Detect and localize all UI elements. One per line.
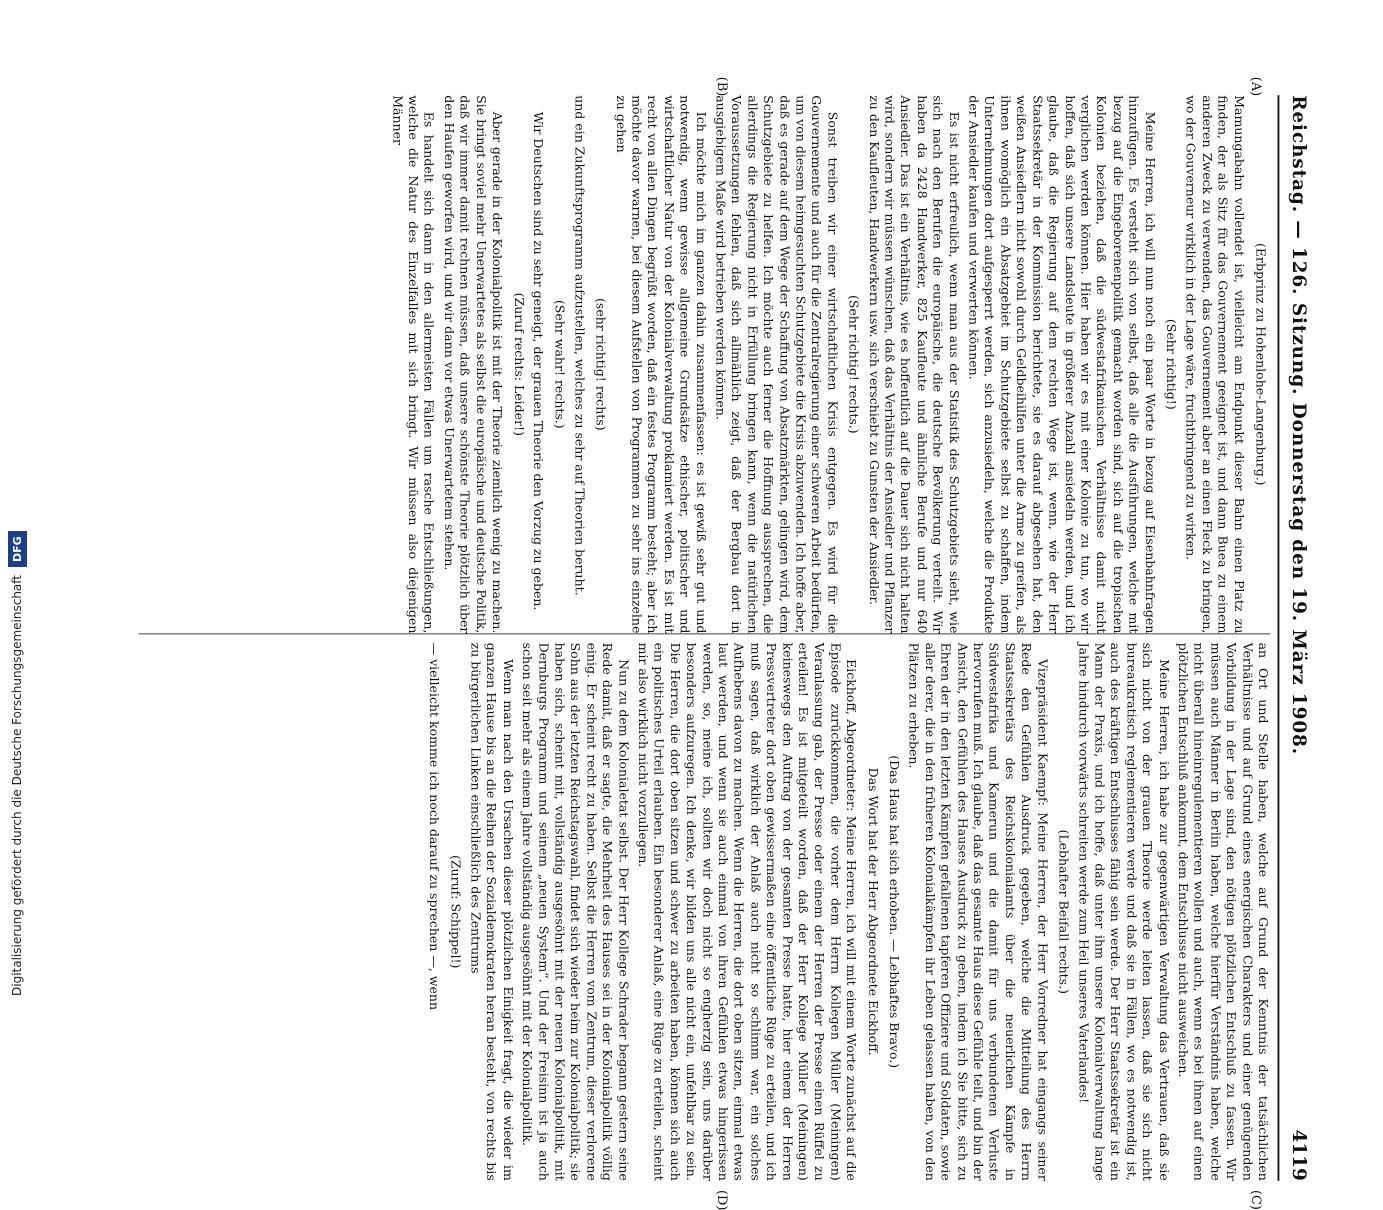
margin-marker-b: (B) xyxy=(714,76,730,97)
margin-marker-a: (A) xyxy=(1248,76,1263,97)
header-rule xyxy=(1278,95,1280,1181)
paragraph: Aber gerade in der Kolonialpolitik ist mit der Theorie ziemlich wenig zu machen. Sie bringt soviel mehr Unerwartetes als selbst die europäische und deutsche Politik, daß wir immer damit rechnen müssen, daß unsere schönste Theorie plötzlich über den Haufen geworfen wird, und wir dann vor etwas Unerwartetem stehen. xyxy=(441,95,504,634)
margin-marker-d: (D) xyxy=(714,1190,730,1210)
margin-marker-c: (C) xyxy=(1248,1190,1263,1210)
digitization-credit xyxy=(6,0,28,996)
paragraph: Meine Herren, ich habe zur gegenwärtigen Verwaltung das Vertrauen, daß sie sich nicht von der grauen Theorie werde leiten lassen, daß sie sich nicht bureaukratisch reglementieren werde und daß sie in Fällen, wo es notwendig ist, auch des kräftigen Entschlusses fähig sein werde. Der Herr Staatssekretär ist ein Mann der Praxis, und ich hoffe, daß unter ihm unsere Kolonialverwaltung lange Jahre hindurch vorwärts schreiten werde zum Heil unseres Vaterlandes! xyxy=(1075,642,1171,1181)
paragraph: Ich möchte mich im ganzen dahin zusammenfassen: es ist gewiß sehr gut und notwendig, wenn gewisse allgemeine Grundsätze ethischer, politischer und wirtschaftlicher Natur von der Kolonialverwaltung proklamiert werden. Es ist mit recht von allen Dingen begrüßt worden, daß ein festes Programm besteht; aber ich möchte davor warnen, bei diesem Aufstellen von Programmen zu sehr ins einzelne zu gehen xyxy=(612,95,708,634)
paragraph: Es handelt sich dann in den allermeisten Fällen um rasche Entschließungen, welche die Natur des Einzelfalles mit sich bringt. Wir müssen also diejenigen Männer xyxy=(389,95,437,634)
paragraph: Eickhoff, Abgeordneter: Meine Herren, ich will mit einem Worte zunächst auf die Episode zurückkommen, die vorher dem Herrn Kollegen Müller (Meiningen) Veranlassung gab, der Presse oder einem der Herren der Presse einen Rüffel zu erteilen! Es ist mitgeteilt worden, daß der Herr Kollege Müller (Meiningen) keineswegs den Auftrag von der gesamten Presse hatte, hier einem der Herren Pressvertreter dort oben gewissermaßen eine öffentliche Rüge zu erteilen, und ich muß sagen, daß wirklich der Anlaß auch nicht so schlimm war, ein solches Aufhebens davon zu machen. Wenn die Herren, die dort oben sitzen, einmal etwas laut werden, und wenn sie auch einmal von ihren Gefühlen etwas hingerissen werden, so, meine ich, sollten wir doch nicht so engherzig sein, uns darüber besonders aufzuregen. Ich denke, wir bilden uns alle nicht ein, unfehlbar zu sein. Die Herren, die dort oben sitzen und schwer zu arbeiten haben, können sich auch ein politisches Urteil erlauben. Ein besonderer Anlaß, eine Rüge zu erteilen, scheint mir also wirklich nicht vorzuliegen. xyxy=(635,642,859,1181)
paragraph: Sonst treiben wir einer wirtschaftlichen Krisis entgegen. Es wird für die Gouvernemente und auch für die Zentralregierung einer schweren Arbeit bedürfen, um von diesem heimgesuchten Schutzgebiete die Krisis abzuwenden. Ich hoffe aber, daß es gerade auf dem Wege der Schaffung von Absatzmärkten, gelingen wird, dem Schutzgebiete zu helfen. Ich möchte auch ferner die Hoffnung aussprechen, die allerdings die Regierung nicht in Erfüllung bringen kann, wenn die natürlichen Voraussetzungen fehlen, daß sich allmählich zeigt, daß der Bergbau dort in ausgiebigem Maße wird betrieben werden können. xyxy=(712,95,840,634)
credit-text: Digitalisierung gefördert durch die Deutsche Forschungsgemeinschaft xyxy=(10,574,24,996)
paragraph: Es ist nicht erfreulich, wenn man aus der Statistik des Schutzgebiets sieht, wie sich nach den Berufen die europäische, die deutsche Bevölkerung verteilt. Wir haben da 2428 Handwerker, 825 Kaufleute und ähnliche Berufe und nur 640 Ansiedler. Das ist ein Verhältnis, wie es hoffentlich auf die Dauer sich nicht halten wird, sondern wir müssen wünschen, daß das Verhältnis der Ansiedler und Pflanzer zu den Kaufleuten, Handwerkern usw. sich verschiebt zu Gunsten der Ansiedler. xyxy=(865,95,961,634)
paragraph: Meine Herren, ich will nun noch ein paar Worte in bezug auf Eisenbahnfragen hinzufügen. Es versteht sich von selbst, daß alle die Ausführungen, welche mit bezug auf die Eingeborenenpolitik gemacht worden sind, sich auf die tropischen Kolonien beziehen, daß die südwestafrikanischen Verhältnisse damit nicht verglichen werden können. Hier haben wir es mit einer Kolonie zu tun, wo wir hoffen, daß sich unsere Landsleute in größerer Anzahl ansiedeln werden, und ich glaube, daß die Regierung auf dem rechten Wege ist, wenn, wie der Herr Staatssekretär in der Kommission berichtete, sie es darauf abgesehen hat, den weißen Ansiedlern nicht sowohl durch Geldbeihilfen unter die Arme zu greifen, als ihnen womöglich ein Absatzgebiet im Schutzgebiete selbst zu schaffen, indem Unternehmungen dort aufgesperrt werden, sich anzusiedeln, welche die Produkte der Ansiedler kaufen und verwerten können. xyxy=(965,95,1157,634)
header-title: Reichstag. — 126. Sitzung. Donnerstag den 19. März 1908. xyxy=(1288,95,1311,756)
interjection: (Lebhafter Beifall rechts.) xyxy=(1055,829,1071,994)
paragraph: Wir Deutschen sind zu sehr geneigt, der grauen Theorie den Vorzug zu geben. xyxy=(530,111,546,611)
paragraph: Mamungabahn vollendet ist, vielleicht am Endpunkt dieser Bahn einen Platz zu finden, der als Sitz für das Gouvernement geeignet ist, und dann Buea zu einem anderen Zweck zu verwenden, das Gouvernement aber an einen Fleck zu bringen, wo der Gouverneur wirklich in der Lage wäre, fruchtbringend zu wirken. xyxy=(1183,95,1246,634)
interjection: (Sehr wahr! rechts.) xyxy=(551,299,567,429)
column-divider xyxy=(139,633,1271,634)
page-header xyxy=(1281,95,1318,1181)
right-column xyxy=(422,643,1271,1181)
paragraph: Wenn man nach den Ursachen dieser plötzlichen Einigkeit fragt, die wieder im ganzen Hause bis an die Reihen der Sozialdemokraten heran besteht, von rechts bis zu bürgerlichen Linken einschließlich des Zentrums xyxy=(467,642,515,1181)
interjection: (Zuruf rechts: Leider!) xyxy=(510,292,526,436)
interjection: (sehr richtig! rechts) xyxy=(593,298,608,431)
paragraph: Vizepräsident Kaempf: Meine Herren, der Herr Vorredner hat eingangs seiner Rede den Gefühlen Ausdruck gegeben, welche die Mitteilung des Herrn Staatssekretärs des Reichskolonialamts über die neuerlichen Kämpfe in Südwestafrika und Kamerun und die damit für uns verbundenen Verluste hervorrufen muß. Ich glaube, daß das gesamte Haus diese Gefühle teilt, und bin der Ansicht, den Gefühlen des Hauses Ausdruck zu geben, indem ich Sie bitte, sich zu Ehren der in den letzten Kämpfen gefallenen tapferen Offiziere und Soldaten, sowie aller derer, die in den früheren Kolonialkämpfen ihr Leben gelassen haben, von den Plätzen zu erheben. xyxy=(906,642,1050,1181)
paragraph: Nun zu dem Kolonialetat selbst. Der Herr Kollege Schrader begann gestern seine Rede damit, daß er sagte, die Mehrheit des Hauses sei in der Kolonialpolitik völlig einig. Er scheint recht zu haben. Selbst die Herren vom Zentrum, dieser verlorene Sohn aus der letzten Reichstagswahl, findet sich wieder heim zur Kolonialpolitik; sie haben sich, scheint mit, vollständig ausgesöhnt mit der neuen Kolonialpolitik, mit Dernburgs Programm und seinem „neuen System“. Und der Freisinn ist ja auch schon seit mehr als einem Jahre vollständig ausgesöhnt mit der Kolonialpolitik. xyxy=(519,642,631,1181)
interjection: (Sehr richtig! rechts.) xyxy=(846,294,861,434)
interjection: (Zuruf: Schippel!) xyxy=(448,854,463,969)
document-page xyxy=(46,40,1318,1210)
paragraph: an Ort und Stelle haben, welche auf Grund der Kenntnis der tatsächlichen Verhältnisse und auf Grund eines energischen Charakters und einer genügenden Vorbildung in der Lage sind, den nötigen plötzlichen Entschluß zu fassen. Wir müssen auch Männer in Berlin haben, welche hierfür Verständnis haben, welche nicht überall hineinregulementieren wollen und auch, wenn es bei ihnen auf einen plötzlichen Entschluß ankommt, dem Entschlusse nicht ausweichen. xyxy=(1175,642,1271,1181)
speaker-running-head: (Erbprinz zu Hohenlohe-Langenburg.) xyxy=(1252,243,1268,486)
left-column xyxy=(384,95,1270,633)
paragraph: und ein Zukunftsprogramm aufzustellen, welches zu sehr auf Theorien beruht. xyxy=(571,95,587,596)
interjection: (Das Haus hat sich erhoben. — Lebhaftes Bravo.) xyxy=(886,755,902,1069)
dfg-logo: DFG xyxy=(8,531,27,567)
interjection: (Sehr richtig!) xyxy=(1163,318,1179,410)
paragraph: — vielleicht komme ich noch darauf zu sprechen —, wenn xyxy=(426,642,442,1011)
page-number: 4119 xyxy=(1288,1129,1311,1181)
speaker-announcement: Das Wort hat der Herr Abgeordnete Eickhoff. xyxy=(865,767,880,1056)
